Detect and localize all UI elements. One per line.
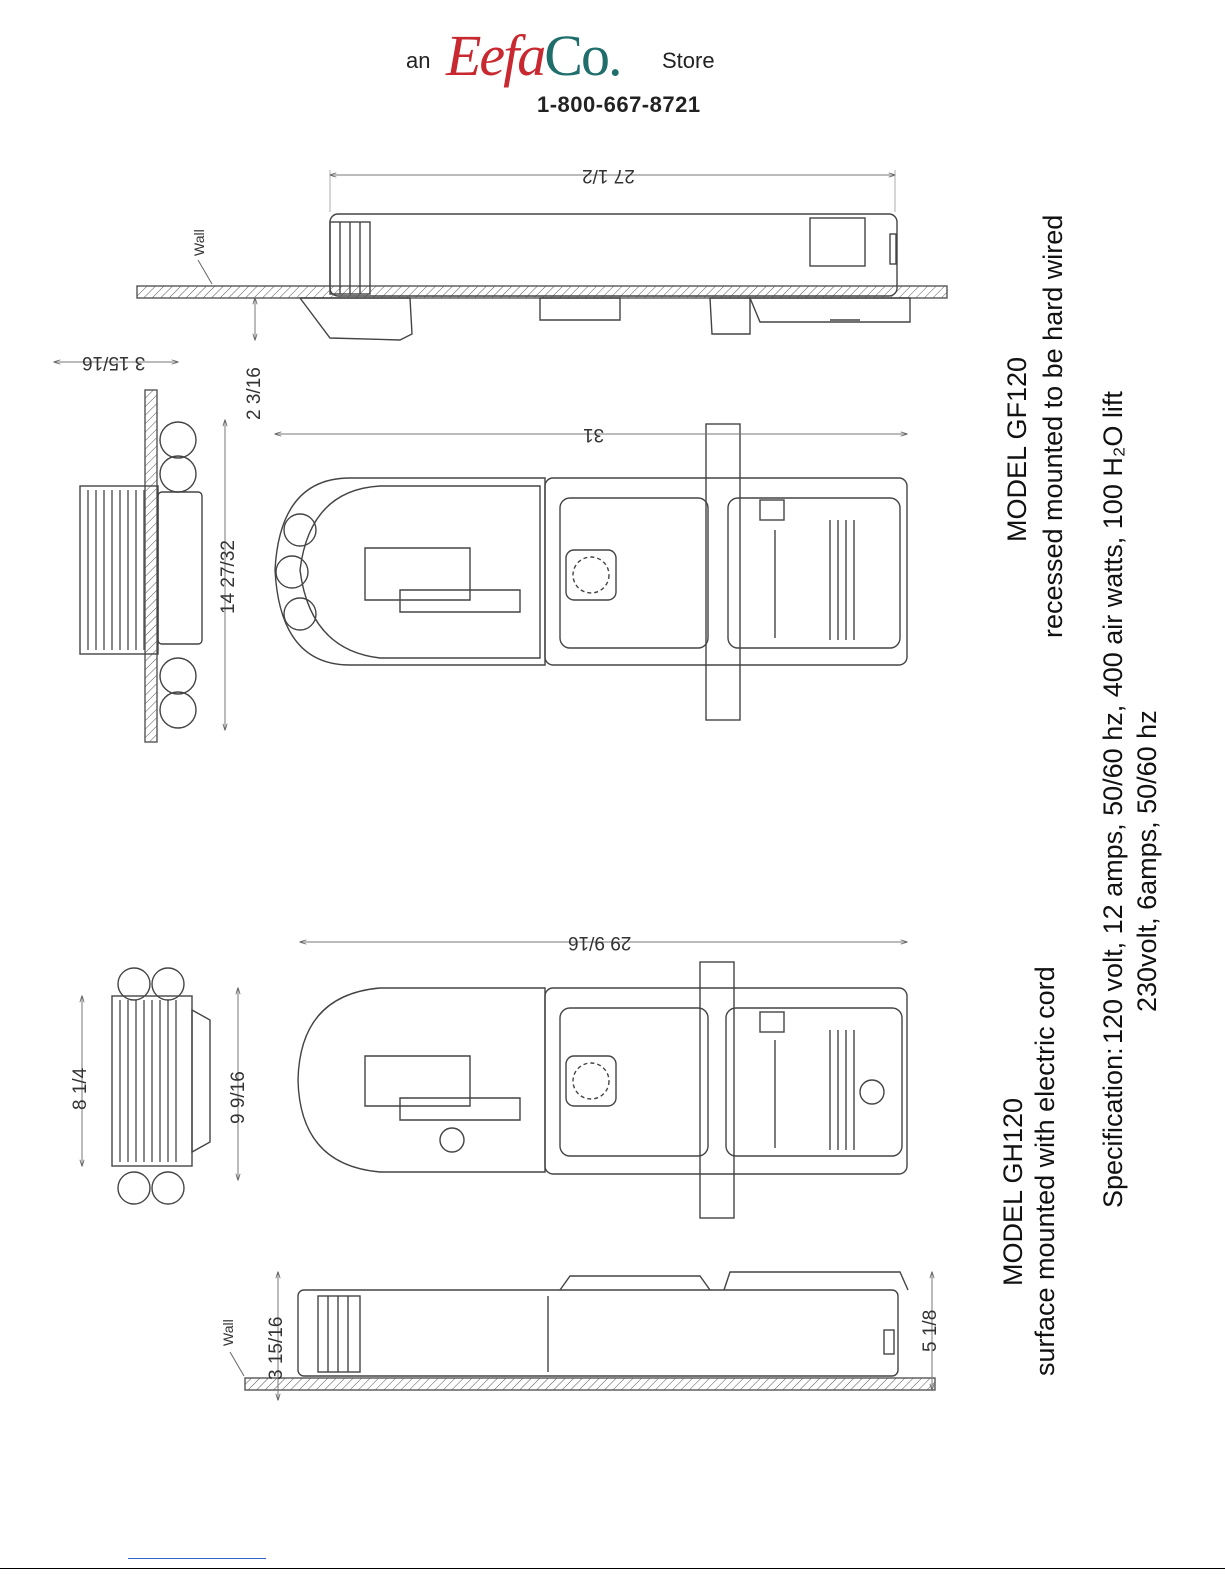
- specification-line1: 120 volt, 12 amps, 50/60 hz, 400 air watts, 100 H₂O lift: [1098, 391, 1128, 1044]
- footer-link-underline[interactable]: [128, 1558, 266, 1559]
- specification-label: Specification:: [1098, 1047, 1128, 1208]
- gf120-side-view: [137, 170, 947, 340]
- gf120-dim-width: 14 27/32: [218, 540, 239, 614]
- gh120-plan-view: [298, 942, 907, 1218]
- specification-line2: 230volt, 6amps, 50/60 hz: [1132, 710, 1162, 1012]
- gf120-end-view: [54, 362, 225, 742]
- brand-logo-main: Eefa: [446, 23, 545, 88]
- gh120-dim-width: 9 9/16: [228, 1071, 249, 1124]
- footer-divider: [0, 1568, 1225, 1569]
- gh120-dim-length-plan: 29 9/16: [568, 932, 632, 953]
- brand-logo-co: Co.: [544, 23, 621, 88]
- logo-prefix: an: [406, 48, 431, 73]
- logo-suffix: Store: [662, 48, 715, 73]
- gh120-dim-depth-right: 5 1/8: [920, 1309, 941, 1352]
- gf120-wall-label: Wall: [191, 229, 207, 256]
- gh120-model-title: MODEL GH120: [998, 1097, 1028, 1286]
- gf120-dim-length-top: 27 1/2: [582, 165, 635, 186]
- gh120-description: surface mounted with electric cord: [1030, 966, 1060, 1376]
- phone-number: 1-800-667-8721: [537, 92, 701, 117]
- gh120-end-view: [82, 968, 238, 1204]
- gf120-plan-view: [275, 424, 907, 720]
- gh120-side-view: [230, 1272, 935, 1400]
- gh120-dim-end-width: 8 1/4: [70, 1067, 91, 1110]
- gf120-dim-end-depth: 3 15/16: [82, 352, 146, 373]
- gf120-dim-length-plan: 31: [583, 424, 605, 445]
- gf120-dim-wall-depth: 2 3/16: [244, 367, 265, 420]
- gh120-wall-label: Wall: [220, 1319, 236, 1346]
- gf120-model-title: MODEL GF120: [1002, 356, 1032, 542]
- gh120-dim-depth-left: 3 15/16: [266, 1316, 287, 1380]
- gf120-description: recessed mounted to be hard wired: [1038, 214, 1068, 638]
